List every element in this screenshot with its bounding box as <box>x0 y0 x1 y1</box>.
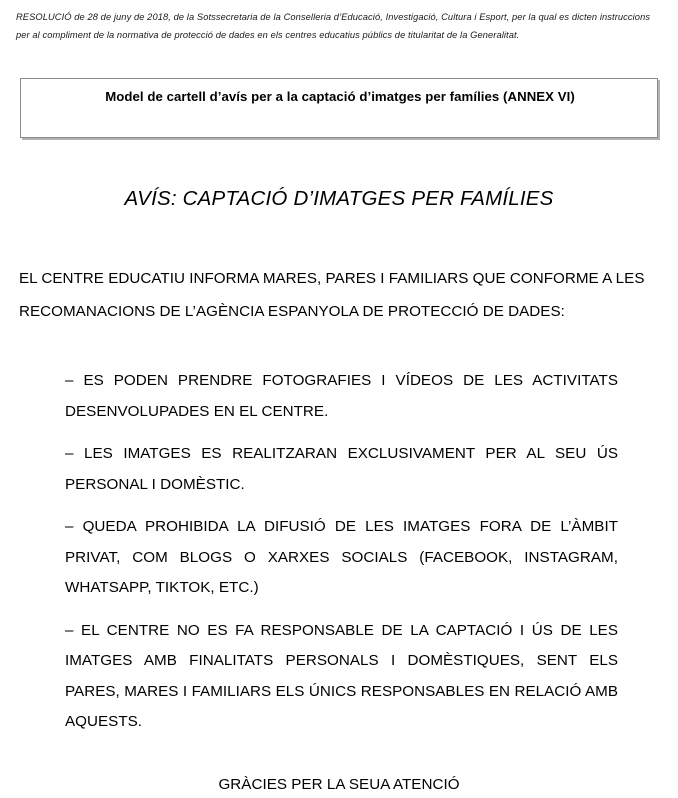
intro-paragraph: EL CENTRE EDUCATIU INFORMA MARES, PARES I FAMILIARS QUE CONFORME A LES RECOMANACIONS DE L’AGÈNCIA ESPANYOLA DE PROTECCIÓ DE DADES: <box>19 270 645 320</box>
annex-title-box <box>20 78 658 138</box>
list-item: – EL CENTRE NO ES FA RESPONSABLE DE LA CAPTACIÓ I ÚS DE LES IMATGES AMB FINALITATS PERSONALS I DOMÈSTIQUES, SENT ELS PARES, MARES I FAMILIARS ELS ÚNICS RESPONSABLES EN RELACIÓ AMB AQUESTS. <box>65 621 618 730</box>
list-item: – ES PODEN PRENDRE FOTOGRAFIES I VÍDEOS DE LES ACTIVITATS DESENVOLUPADES EN EL CENTRE. <box>65 372 618 420</box>
annex-title-text: Model de cartell d’avís per a la captació d’imatges per famílies (ANNEX VI) <box>105 89 575 104</box>
resolution-header-note: RESOLUCIÓ de 28 de juny de 2018, de la Sotssecretaria de la Conselleria d’Educació, Investigació, Cultura i Esport, per la qual es dicten instruccions per al compliment de la normativa de protecció de dades en els centres educatius públics de titularitat de la Generalitat. <box>16 12 651 40</box>
page-title: AVÍS: CAPTACIÓ D’IMATGES PER FAMÍLIES <box>124 187 554 210</box>
list-item: – LES IMATGES ES REALITZARAN EXCLUSIVAMENT PER AL SEU ÚS PERSONAL I DOMÈSTIC. <box>65 445 618 493</box>
list-item: – QUEDA PROHIBIDA LA DIFUSIÓ DE LES IMATGES FORA DE L’ÀMBIT PRIVAT, COM BLOGS O XARXES SOCIALS (FACEBOOK, INSTAGRAM, WHATSAPP, TIKTOK, ETC.) <box>65 518 618 596</box>
footer-thanks-text: GRÀCIES PER LA SEUA ATENCIÓ <box>218 776 460 793</box>
notice-bullet-list <box>65 366 618 738</box>
